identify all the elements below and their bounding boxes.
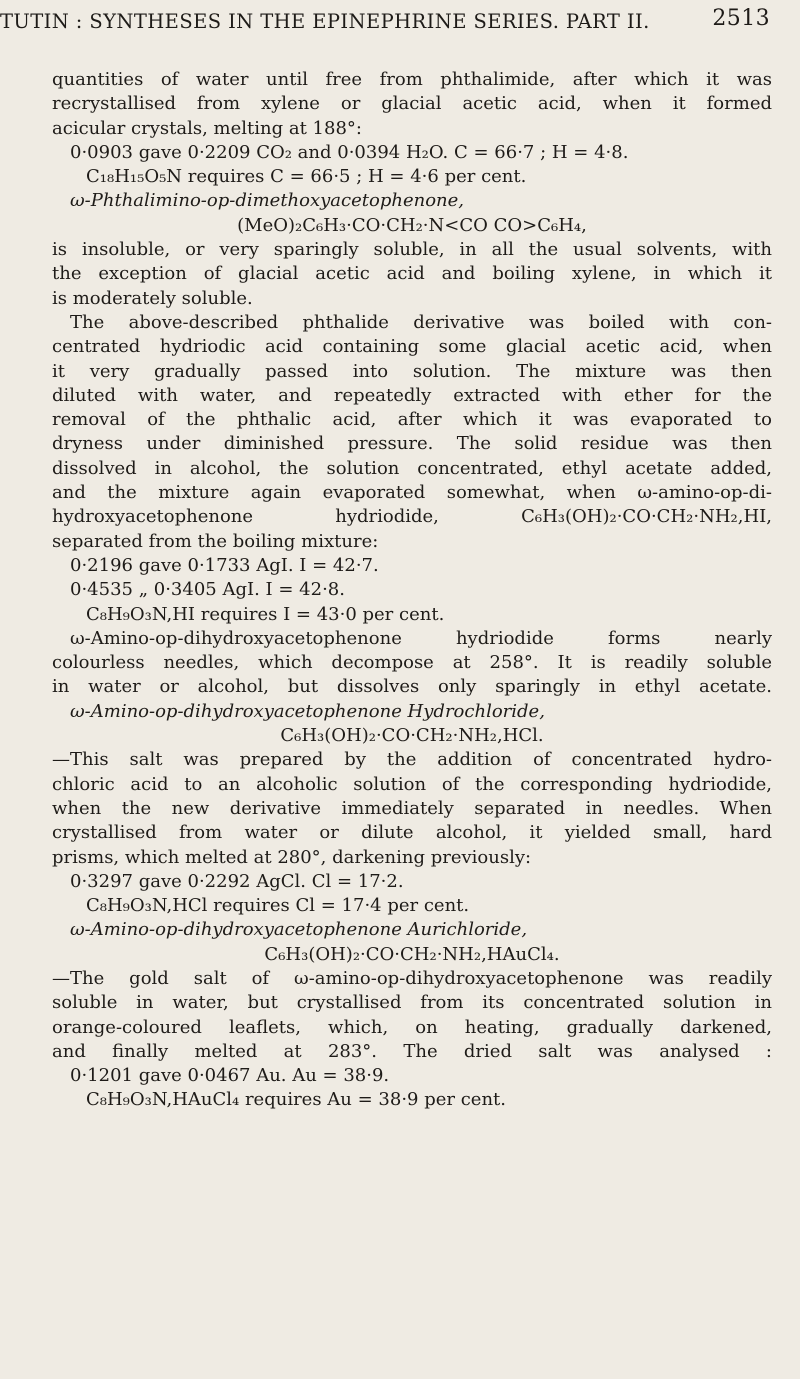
text-line: hydroxyacetophenone hydriodide, C₆H₃(OH)₂·CO·CH₂·NH₂,HI,	[52, 506, 772, 528]
text-line: ω-Amino-op-dihydroxyacetophenone hydriodide forms nearly	[70, 627, 772, 649]
text-line: dryness under diminished pressure. The solid residue was then	[52, 433, 772, 455]
text-line: crystallised from water or dilute alcohol, it yielded small, hard	[52, 822, 772, 844]
text-line: and finally melted at 283°. The dried salt was analysed :	[52, 1040, 772, 1062]
running-title: TUTIN : SYNTHESES IN THE EPINEPHRINE SERIES. PART II.	[0, 10, 650, 33]
text-line: chloric acid to an alcoholic solution of the corresponding hydriodide,	[52, 773, 772, 795]
article-body	[52, 68, 772, 1113]
formula-requirement: C₈H₉O₃N,HI requires I = 43·0 per cent.	[86, 603, 445, 625]
analysis-line: 0·2196 gave 0·1733 AgI. I = 42·7.	[70, 554, 379, 576]
text-line: colourless needles, which decompose at 258°. It is readily soluble	[52, 652, 772, 674]
text-line: quantities of water until free from phthalimide, after which it was	[52, 69, 772, 90]
analysis-line: 0·3297 gave 0·2292 AgCl. Cl = 17·2.	[70, 870, 404, 892]
text-line: The above-described phthalide derivative was boiled with con-	[70, 311, 772, 333]
text-line: and the mixture again evaporated somewhat, when ω-amino-op-di-	[52, 482, 772, 504]
text-line: removal of the phthalic acid, after which it was evaporated to	[52, 409, 772, 431]
formula-requirement: C₁₈H₁₅O₅N requires C = 66·5 ; H = 4·6 per cent.	[86, 166, 527, 188]
text-line: separated from the boiling mixture:	[52, 530, 379, 552]
compound-heading: ω-Phthalimino-op-dimethoxyacetophenone,	[70, 190, 464, 212]
text-line: —The gold salt of ω-amino-op-dihydroxyacetophenone was readily	[52, 967, 772, 989]
text-line: prisms, which melted at 280°, darkening previously:	[52, 846, 532, 868]
text-line: the exception of glacial acetic acid and boiling xylene, in which it	[52, 263, 772, 285]
text-line: dissolved in alcohol, the solution concentrated, ethyl acetate added,	[52, 457, 772, 479]
structural-formula: C₆H₃(OH)₂·CO·CH₂·NH₂,HCl.	[280, 725, 544, 747]
text-line: is moderately soluble.	[52, 287, 253, 309]
formula-requirement: C₈H₉O₃N,HCl requires Cl = 17·4 per cent.	[86, 895, 470, 917]
text-line: orange-coloured leaflets, which, on heating, gradually darkened,	[52, 1016, 772, 1038]
analysis-line: 0·1201 gave 0·0467 Au. Au = 38·9.	[70, 1065, 390, 1087]
page-number: 2513	[712, 6, 770, 31]
text-line: recrystallised from xylene or glacial acetic acid, when it formed	[52, 93, 772, 115]
text-line: in water or alcohol, but dissolves only sparingly in ethyl acetate.	[52, 676, 772, 698]
structural-formula: (MeO)₂C₆H₃·CO·CH₂·N<CO CO>C₆H₄,	[237, 214, 587, 236]
running-header	[0, 6, 800, 36]
compound-heading: ω-Amino-op-dihydroxyacetophenone Hydrochloride,	[70, 700, 545, 722]
text-line: soluble in water, but crystallised from its concentrated solution in	[52, 992, 772, 1014]
text-line: it very gradually passed into solution. The mixture was then	[52, 360, 772, 382]
formula-requirement: C₈H₉O₃N,HAuCl₄ requires Au = 38·9 per cent.	[86, 1089, 506, 1111]
text-line: diluted with water, and repeatedly extracted with ether for the	[52, 384, 772, 406]
text-line: acicular crystals, melting at 188°:	[52, 117, 362, 139]
compound-heading: ω-Amino-op-dihydroxyacetophenone Aurichloride,	[70, 919, 528, 941]
analysis-line: 0·4535 „ 0·3405 AgI. I = 42·8.	[70, 579, 345, 601]
text-line: when the new derivative immediately separated in needles. When	[52, 797, 772, 819]
text-line: centrated hydriodic acid containing some glacial acetic acid, when	[52, 336, 772, 358]
text-line: is insoluble, or very sparingly soluble, in all the usual solvents, with	[52, 239, 772, 261]
analysis-line: 0·0903 gave 0·2209 CO₂ and 0·0394 H₂O. C = 66·7 ; H = 4·8.	[70, 141, 629, 163]
text-line: —This salt was prepared by the addition of concentrated hydro-	[52, 749, 772, 771]
structural-formula: C₆H₃(OH)₂·CO·CH₂·NH₂,HAuCl₄.	[264, 943, 560, 965]
